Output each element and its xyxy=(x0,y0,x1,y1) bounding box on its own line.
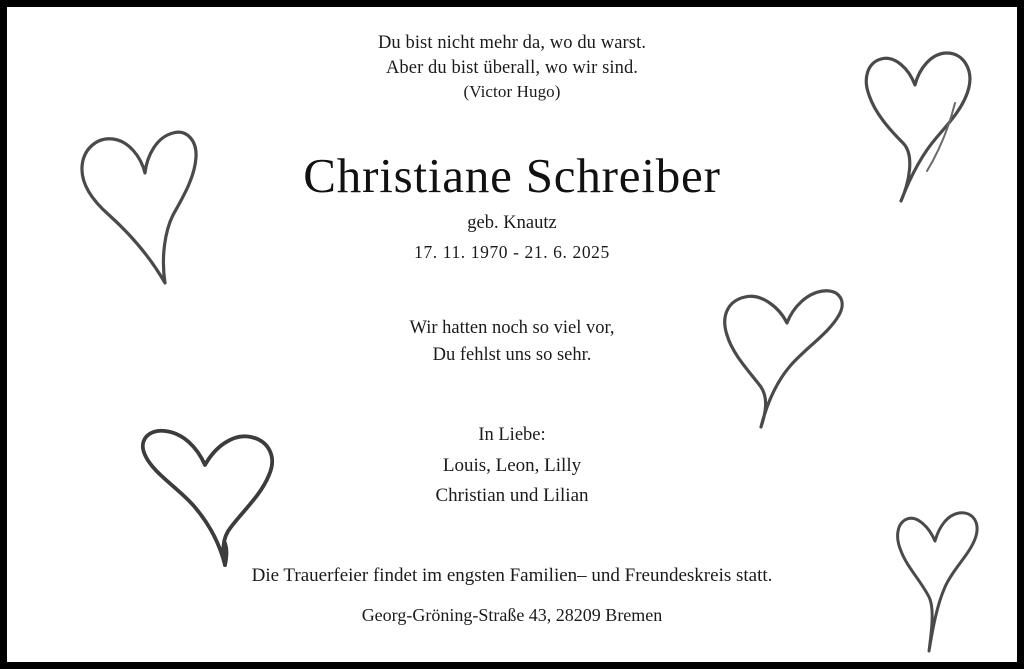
ceremony-note: Die Trauerfeier findet im engsten Familien– und Freundeskreis statt. xyxy=(251,565,773,587)
family-block xyxy=(7,421,1017,511)
deceased-name: Christiane Schreiber xyxy=(303,147,721,203)
verse-block xyxy=(7,31,1017,104)
family-line-2: Christian und Lilian xyxy=(435,484,589,506)
verse-line-1: Du bist nicht mehr da, wo du warst. xyxy=(377,33,647,53)
deceased-dates: 17. 11. 1970 - 21. 6. 2025 xyxy=(414,242,610,263)
verse-attribution: (Victor Hugo) xyxy=(463,81,561,101)
obituary-content xyxy=(7,7,1017,662)
family-lead: In Liebe: xyxy=(478,424,546,445)
family-line-1: Louis, Leon, Lilly xyxy=(442,454,582,476)
verse-line-2: Aber du bist überall, wo wir sind. xyxy=(385,57,639,78)
memorial-message-line-1: Wir hatten noch so viel vor, xyxy=(409,318,615,339)
memorial-message xyxy=(7,315,1017,369)
memorial-message-line-2: Du fehlst uns so sehr. xyxy=(432,345,592,366)
ceremony-address: Georg-Gröning-Straße 43, 28209 Bremen xyxy=(361,605,663,626)
deceased-maiden-name: geb. Knautz xyxy=(467,213,557,234)
